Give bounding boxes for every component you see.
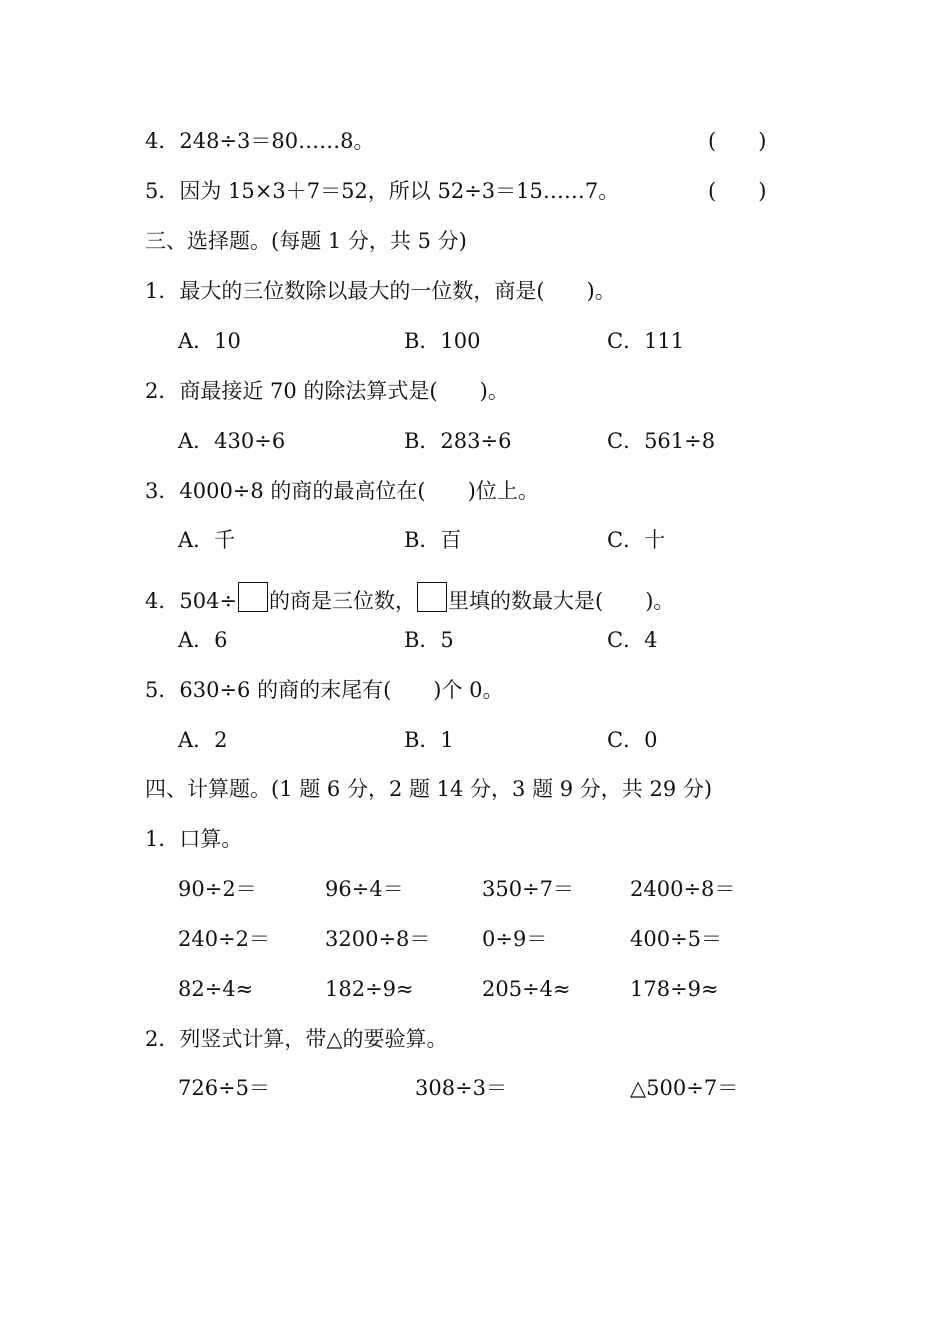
- choice-q2-option-b[interactable]: B．283÷6: [404, 429, 512, 453]
- vertical-calc-item: 308÷3＝: [415, 1076, 508, 1100]
- choice-q3-option-a[interactable]: A．千: [178, 528, 236, 552]
- choice-q2-option-c[interactable]: C．561÷8: [607, 429, 716, 453]
- choice-q4-option-a[interactable]: A．6: [178, 628, 228, 652]
- judgment-item-4: 4．248÷3＝80……8。: [145, 129, 375, 153]
- choice-question-4: [145, 582, 674, 614]
- choice-q4-part2: 的商是三位数，: [269, 589, 417, 613]
- oral-calc-item: 240÷2＝: [178, 927, 271, 951]
- oral-calc-item: 178÷9≈: [630, 977, 719, 1001]
- blank-box-1[interactable]: [238, 582, 268, 612]
- oral-calc-item: 82÷4≈: [178, 977, 254, 1001]
- choice-q4-option-c[interactable]: C．4: [607, 628, 658, 652]
- oral-calc-item: 205÷4≈: [482, 977, 571, 1001]
- choice-question-5: 5．630÷6 的商的末尾有( )个 0。: [145, 678, 504, 702]
- oral-calc-item: 90÷2＝: [178, 877, 257, 901]
- section-heading-choice: 三、选择题。(每题 1 分，共 5 分): [145, 229, 467, 253]
- choice-q3-option-c[interactable]: C．十: [607, 528, 666, 552]
- answer-bracket-4[interactable]: ( ): [708, 129, 767, 153]
- choice-q2-option-a[interactable]: A．430÷6: [178, 429, 286, 453]
- vertical-calc-item: △500÷7＝: [630, 1076, 739, 1100]
- oral-calc-item: 3200÷8＝: [325, 927, 431, 951]
- section-heading-calc: 四、计算题。(1 题 6 分，2 题 14 分，3 题 9 分，共 29 分): [145, 777, 713, 801]
- choice-q4-option-b[interactable]: B．5: [404, 628, 454, 652]
- choice-question-1: 1．最大的三位数除以最大的一位数，商是( )。: [145, 279, 616, 303]
- choice-q1-option-b[interactable]: B．100: [404, 329, 481, 353]
- choice-question-3: 3．4000÷8 的商的最高位在( )位上。: [145, 479, 539, 503]
- oral-calc-item: 182÷9≈: [325, 977, 414, 1001]
- oral-calc-item: 0÷9＝: [482, 927, 548, 951]
- choice-q1-option-a[interactable]: A．10: [178, 329, 241, 353]
- choice-q1-option-c[interactable]: C．111: [607, 329, 685, 353]
- choice-q4-part1: 4．504÷: [145, 589, 238, 613]
- choice-question-2: 2．商最接近 70 的除法算式是( )。: [145, 379, 509, 403]
- oral-calc-item: 2400÷8＝: [630, 877, 736, 901]
- vertical-calc-item: 726÷5＝: [178, 1076, 271, 1100]
- choice-q3-option-b[interactable]: B．百: [404, 528, 462, 552]
- blank-box-2[interactable]: [417, 582, 447, 612]
- choice-q5-option-a[interactable]: A．2: [178, 728, 228, 752]
- choice-q5-option-b[interactable]: B．1: [404, 728, 454, 752]
- choice-q5-option-c[interactable]: C．0: [607, 728, 658, 752]
- oral-calc-item: 350÷7＝: [482, 877, 575, 901]
- oral-calc-item: 400÷5＝: [630, 927, 723, 951]
- answer-bracket-5[interactable]: ( ): [708, 179, 767, 203]
- choice-q4-part3: 里填的数最大是( )。: [448, 589, 675, 613]
- oral-calc-item: 96÷4＝: [325, 877, 404, 901]
- oral-calc-title: 1．口算。: [145, 827, 243, 851]
- vertical-calc-title: 2．列竖式计算，带△的要验算。: [145, 1027, 448, 1051]
- judgment-item-5: 5．因为 15×3＋7＝52，所以 52÷3＝15……7。: [145, 179, 620, 203]
